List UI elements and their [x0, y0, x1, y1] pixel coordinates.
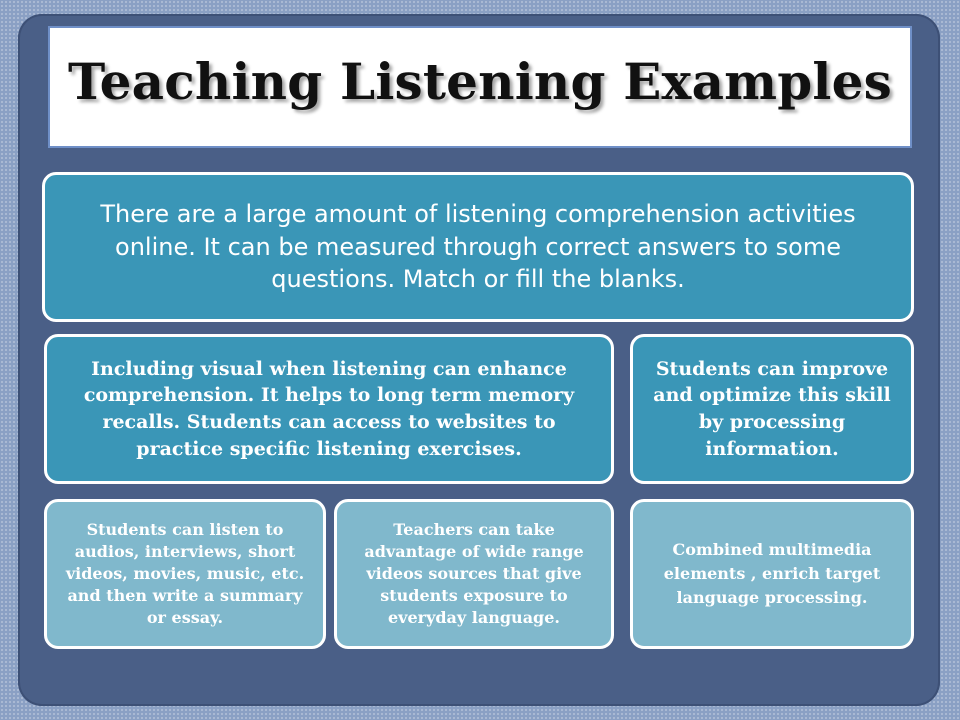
slide-title: Teaching Listening Examples [67, 52, 892, 111]
listen-activities-text: Students can listen to audios, interviews, short videos, movies, music, etc. and then write a summary or essay. [65, 519, 305, 628]
video-sources-box [334, 499, 614, 649]
improve-skill-box [630, 334, 914, 484]
visual-listening-text: Including visual when listening can enhance comprehension. It helps to long term memory recalls. Students can access to websites to practice specific listening exercises. [83, 357, 575, 460]
multimedia-text: Combined multimedia elements , enrich target language processing. [663, 540, 881, 607]
intro-box [42, 172, 914, 322]
title-box [48, 26, 912, 148]
video-sources-text: Teachers can take advantage of wide range videos sources that give students exposure to everyday language. [364, 519, 584, 628]
listen-activities-box [44, 499, 326, 649]
intro-text: There are a large amount of listening comprehension activities online. It can be measured through correct answers to some questions. Match or fill the blanks. [100, 200, 856, 294]
multimedia-box [630, 499, 914, 649]
improve-skill-text: Students can improve and optimize this skill by processing information. [653, 357, 891, 460]
visual-listening-box [44, 334, 614, 484]
